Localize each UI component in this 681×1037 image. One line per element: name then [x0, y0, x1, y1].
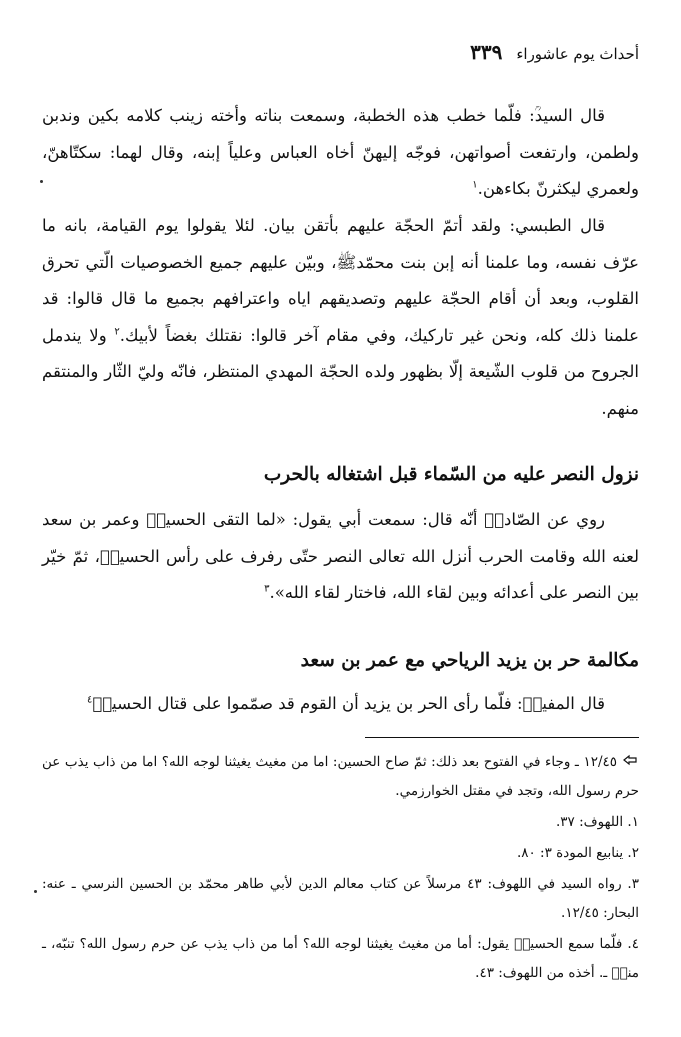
footnote-ref: ٣ [264, 583, 270, 595]
section-heading: نزول النصر عليه من السّماء قبل اشتغاله بالحرب [263, 464, 639, 485]
margin-speck [40, 180, 43, 183]
margin-speck [34, 890, 37, 893]
footnote-cross-reference [42, 748, 639, 806]
paragraph-mufid [42, 686, 639, 723]
running-title: أحداث يوم عاشوراء [516, 45, 639, 63]
paragraph-text: روي عن الصّادقؑ أنّه قال: سمعت أبي يقول: «لما التقى الحسينؑ وعمر بن سعد لعنه الله وقامت الحرب أنزل الله تعالى النصر حتّى رفرف على رأس الحسينؑ، ثمّ خيّر بين النصر على أعدائه وبين لقاء الله، فاختار لقاء الله». [42, 510, 639, 602]
section-heading: مكالمة حر بن يزيد الرياحي مع عمر بن سعد [300, 650, 639, 671]
footnote-2: ٢. ينابيع المودة ٣: ٨٠. [516, 845, 639, 861]
footnote-ref: ٢ [114, 326, 120, 337]
paragraph-sayyid [42, 98, 639, 208]
footnote-text: ١٢/٤٥ ـ وجاء في الفتوح بعد ذلك: ثمّ صاح الحسين: اما من مغيث يغيثنا لوجه الله؟ اما من ذاب يذب عن حرم رسول الله، وتجد في مقتل الخوارزمي. [42, 754, 639, 799]
footnote-4: ٤. فلّما سمع الحسينؑ يقول: أما من مغيث يغيثنا لوجه الله؟ أما من ذاب يذب عن حرم رسول الله؟ تنبّه، ـ منهؒ ـ. أخذه من اللهوف: ٤٣. [42, 936, 639, 981]
paragraph-text: قال المفيدؒ: فلّما رأى الحر بن يزيد أن القوم قد صمّموا على قتال الحسينؑ [92, 694, 605, 713]
paragraph-text: قال الطبسي: ولقد أتمّ الحجّة عليهم بأتقن بيان. لئلا يقولوا يوم القيامة، بانه ما عرّف نفسه، وما علمنا أنه إبن بنت محمّدﷺ، وبيّن عليهم جميع الخصوصيات الّتي تحرق القلوب، وبعد أن أقام الحجّة عليهم وتصديقهم اياه واعترافهم بجميع ما قال قالوا: قد علمنا ذلك كله، ونحن غير تاركيك، وفي مقام آخر قالوا: نقتلك بغضاً لأبيك. [42, 216, 639, 345]
paragraph-sadiq [42, 502, 639, 612]
page-number: ٣٣٩ [470, 40, 503, 64]
footnotes [42, 748, 639, 990]
paragraph-tabasi [42, 208, 639, 427]
footnote-ref: ١ [472, 179, 478, 191]
footnote-3: ٣. رواه السيد في اللهوف: ٤٣ مرسلاً عن كتاب معالم الدين لأبي طاهر محمّد بن الحسين النرسي ـ عنه: البحار: ١٢/٤٥. [42, 876, 639, 921]
footnote-divider [365, 737, 639, 738]
pointing-hand-icon-glyph [623, 754, 639, 766]
footnote-1: ١. اللهوف: ٣٧. [555, 814, 639, 830]
paragraph-text: قال السيد‌‌ؒ: فلّما خطب هذه الخطبة، وسمعت بناته وأخته زينب كلامه بكين وندبن ولطمن، وارتفعت أصواتهن، فوجّه إليهنّ أخاه العباس وعلياً إبنه، وقال لهما: سكتّاهنّ، ولعمري ليكثرنّ بكاءهن. [42, 106, 639, 198]
paragraph-text-tail: ولا يندمل الجروح من قلوب الشّيعة إلّا بظهور ولده الحجّة المهدي المنتظر، فانّه وليّ الثّار والمنتقم منهم. [42, 325, 639, 418]
footnote-ref: ٤ [86, 694, 93, 706]
running-head [60, 40, 639, 70]
pointing-hand-icon [623, 748, 639, 777]
